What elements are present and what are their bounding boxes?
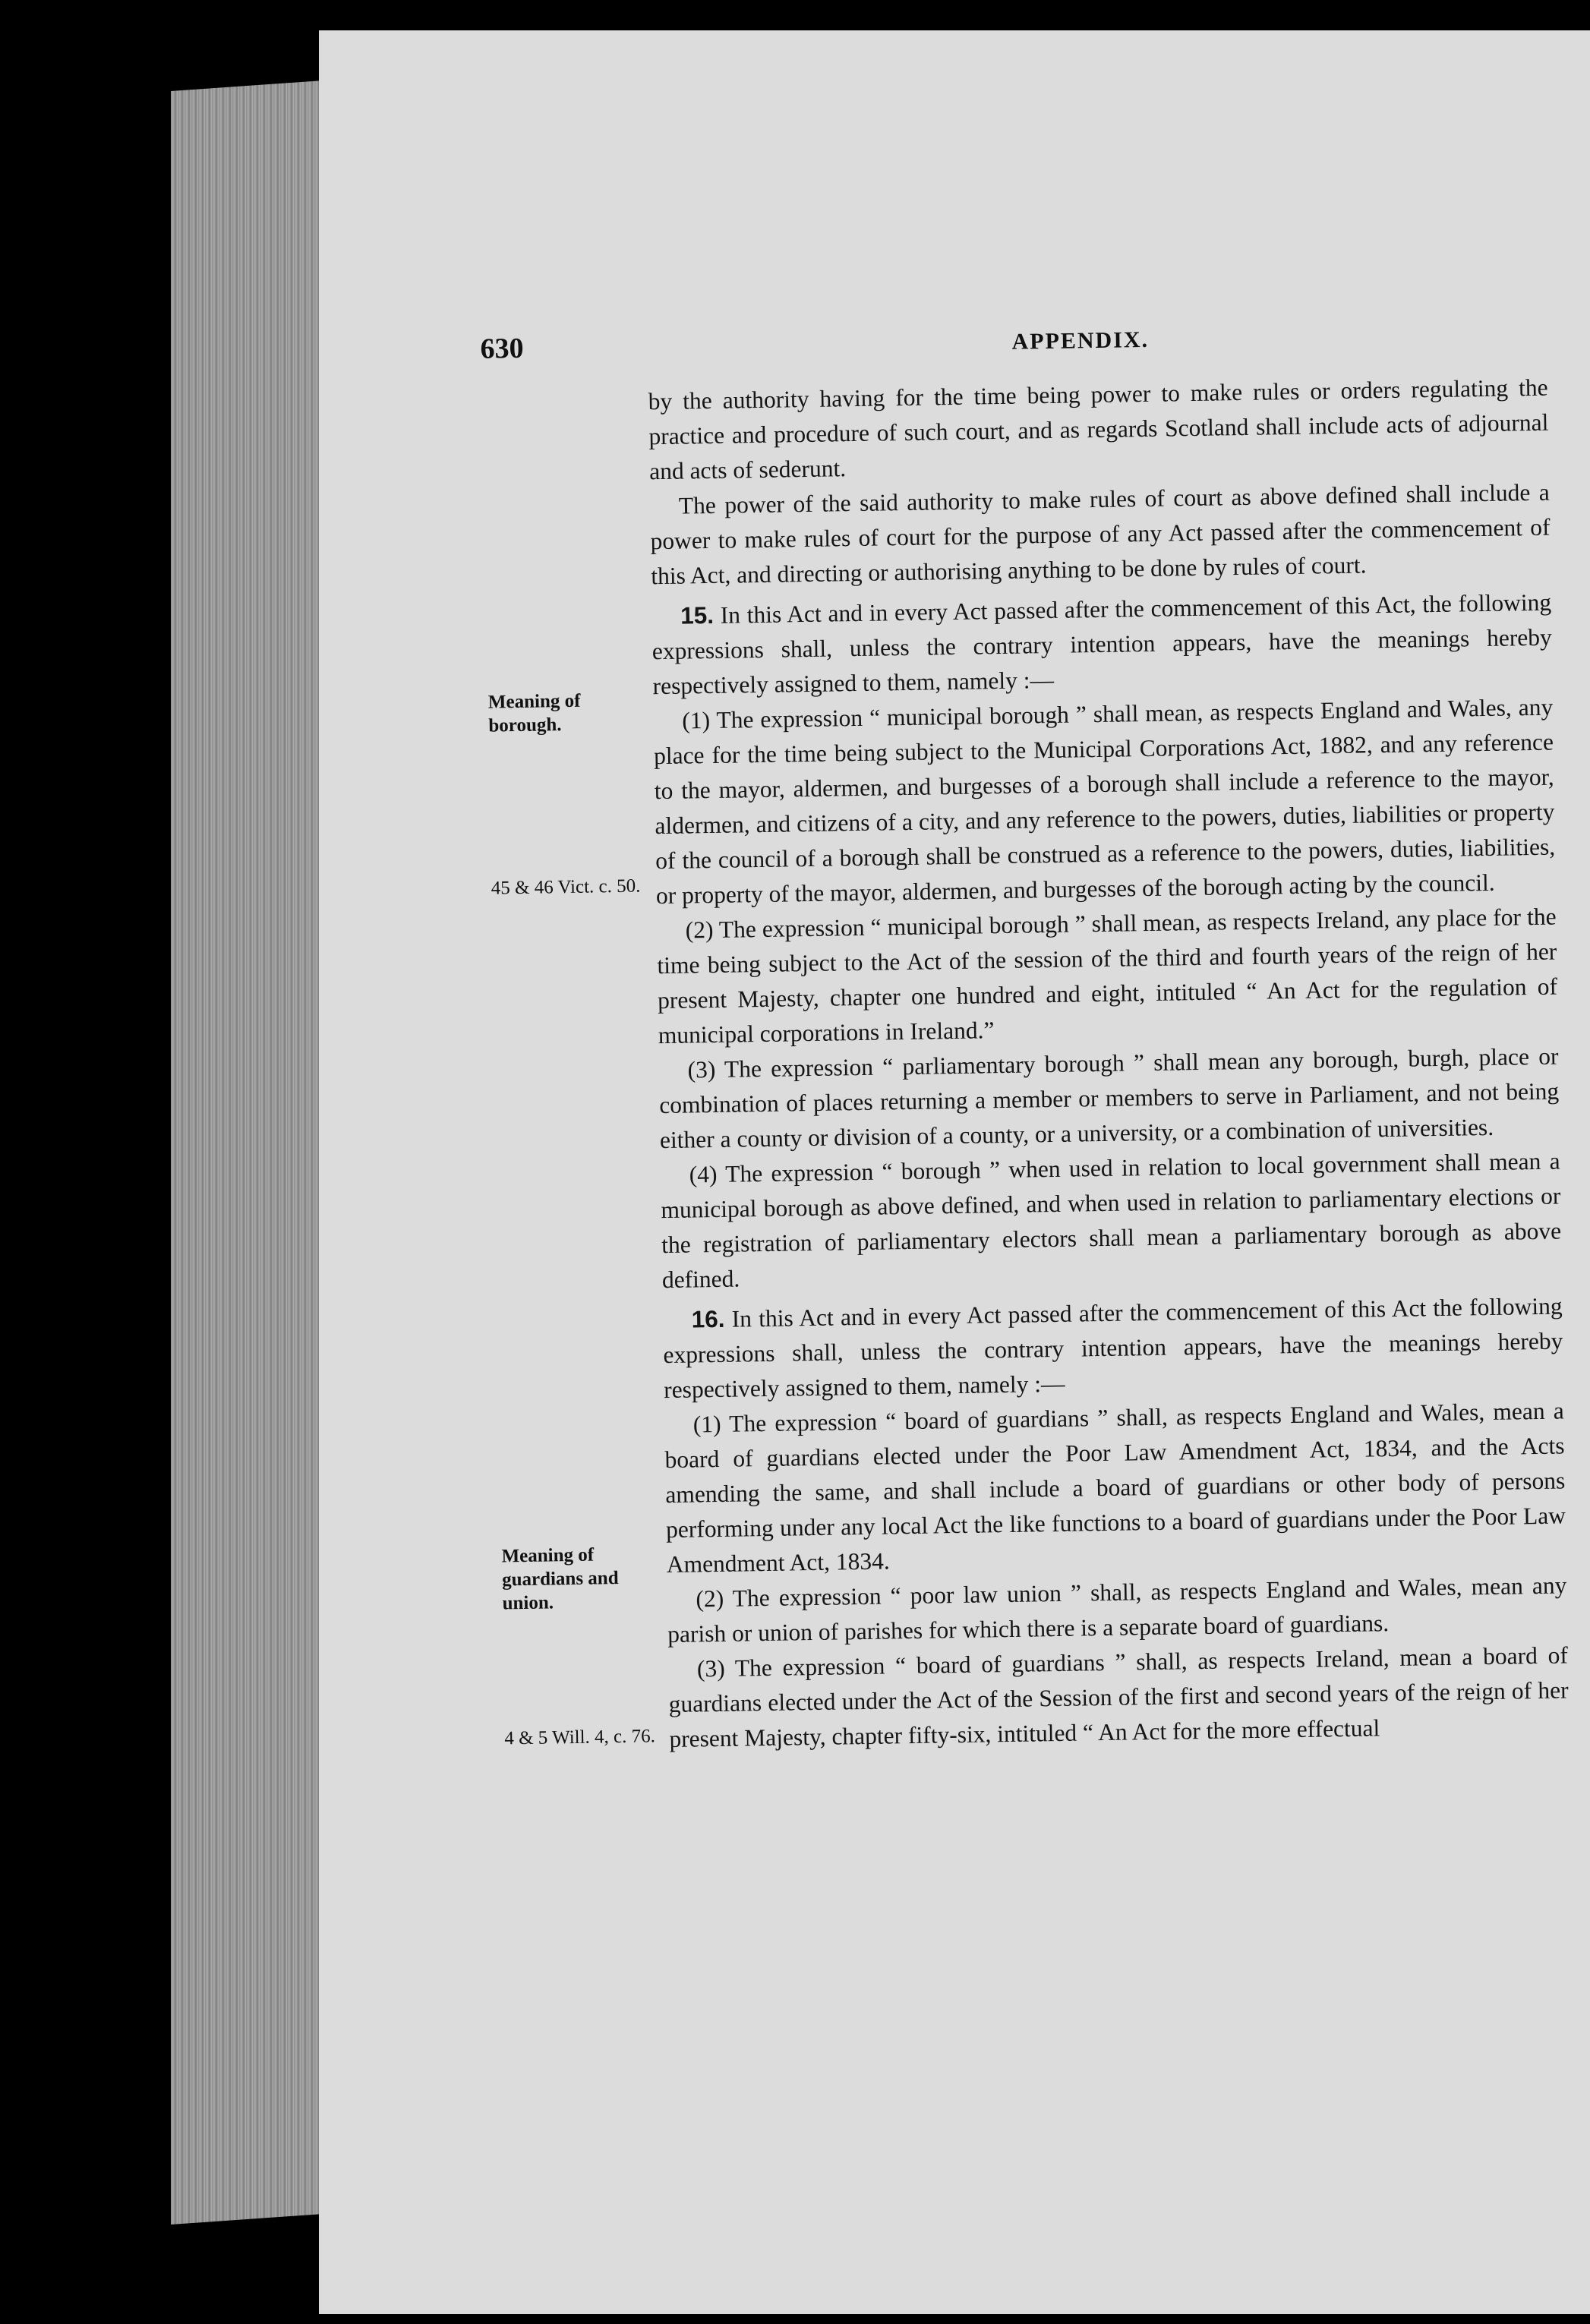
subsection: (1) The expression “ municipal borough ” shall mean, as respects England and Wales, any place for the time being subject to the Municipal Corporations Act, 1882, and any reference to the mayor, aldermen, and burgesses of a borough shall include a reference to the mayor, aldermen, and citizens of a city, and any reference to the powers, duties, liabilities or property of the council of a borough shall be construed as a reference to the powers, duties, liabilities, or property of the mayor, aldermen, and burgesses of the borough acting by the council. (653, 693, 1556, 910)
margin-note-citation-1882: 45 & 46 Vict. c. 50. (491, 875, 641, 899)
paragraph: by the authority having for the time being power to make rules or orders regulating the practice and procedure of such court, and as regards Scotland shall include acts of adjournal and acts of sederunt. (648, 374, 1549, 485)
page-number: 630 (480, 332, 524, 365)
subsection: (2) The expression “ poor law union ” shall, as respects England and Wales, mean any parish or union of parishes for which there is a separate board of guardians. (667, 1572, 1567, 1648)
section-16 (662, 1288, 1563, 1408)
paragraph: The power of the said authority to make rules of court as above defined shall include a power to make rules of court for the purpose of any Act passed after the commencement of this Act, and directing or authorising anything to be done by rules of court. (650, 478, 1551, 590)
subsection: (3) The expression “ parliamentary borough ” shall mean any borough, burgh, place or combination of places returning a member or members to serve in Parliament, and not being either a county or division of a county, or a university, or a combination of universities. (659, 1042, 1560, 1154)
book-page-edges (171, 80, 330, 2225)
subsection: (3) The expression “ board of guardians ” shall, as respects Ireland, mean a board of guardians elected under the Act of the Session of the first and second years of the reign of her present Majesty, chapter fifty-six, intituled “ An Act for the more effectual (668, 1641, 1569, 1753)
page-content (304, 20, 1590, 2324)
subsection: (4) The expression “ borough ” when used in relation to local government shall mean a municipal borough as above defined, and when used in relation to parliamentary elections or the registration of parliamentary electors shall mean a parliamentary borough as above defined. (661, 1147, 1562, 1294)
section-text: In this Act and in every Act passed after the commencement of this Act the following expressions shall, unless the contrary intention appears, have the meanings hereby respectively assigned to them, namely :— (663, 1292, 1563, 1404)
running-head: APPENDIX. (1011, 326, 1150, 355)
subsection: (2) The expression “ municipal borough ” shall mean, as respects Ireland, any place for the time being subject to the Act of the session of the third and fourth years of the reign of her present Majesty, chapter one hundred and eight, intituled “ An Act for the regulation of municipal corporations in Ireland.” (657, 903, 1558, 1049)
section-number: 16. (691, 1304, 725, 1333)
section-15 (651, 585, 1553, 705)
body-text (648, 371, 1569, 1757)
section-number: 15. (680, 601, 715, 629)
margin-note-citation-1834: 4 & 5 Will. 4, c. 76. (504, 1726, 656, 1749)
section-text: In this Act and in every Act passed after the commencement of this Act, the following expressions shall, unless the contrary intention appears, have the meanings hereby respectively assigned to them, namely :— (651, 588, 1553, 700)
book-page (319, 30, 1590, 2314)
margin-note-meaning-of-guardians: Meaning of guardians and union. (501, 1544, 619, 1614)
subsection: (1) The expression “ board of guardians ” shall, as respects England and Wales, mean a board of guardians elected under the Poor Law Amendment Act, 1834, and the Acts amending the same, and shall include a board of guardians or other body of persons performing under any local Act the like functions to a board of guardians under the Poor Law Amendment Act, 1834. (664, 1397, 1566, 1578)
margin-note-meaning-of-borough: Meaning of borough. (487, 690, 581, 736)
